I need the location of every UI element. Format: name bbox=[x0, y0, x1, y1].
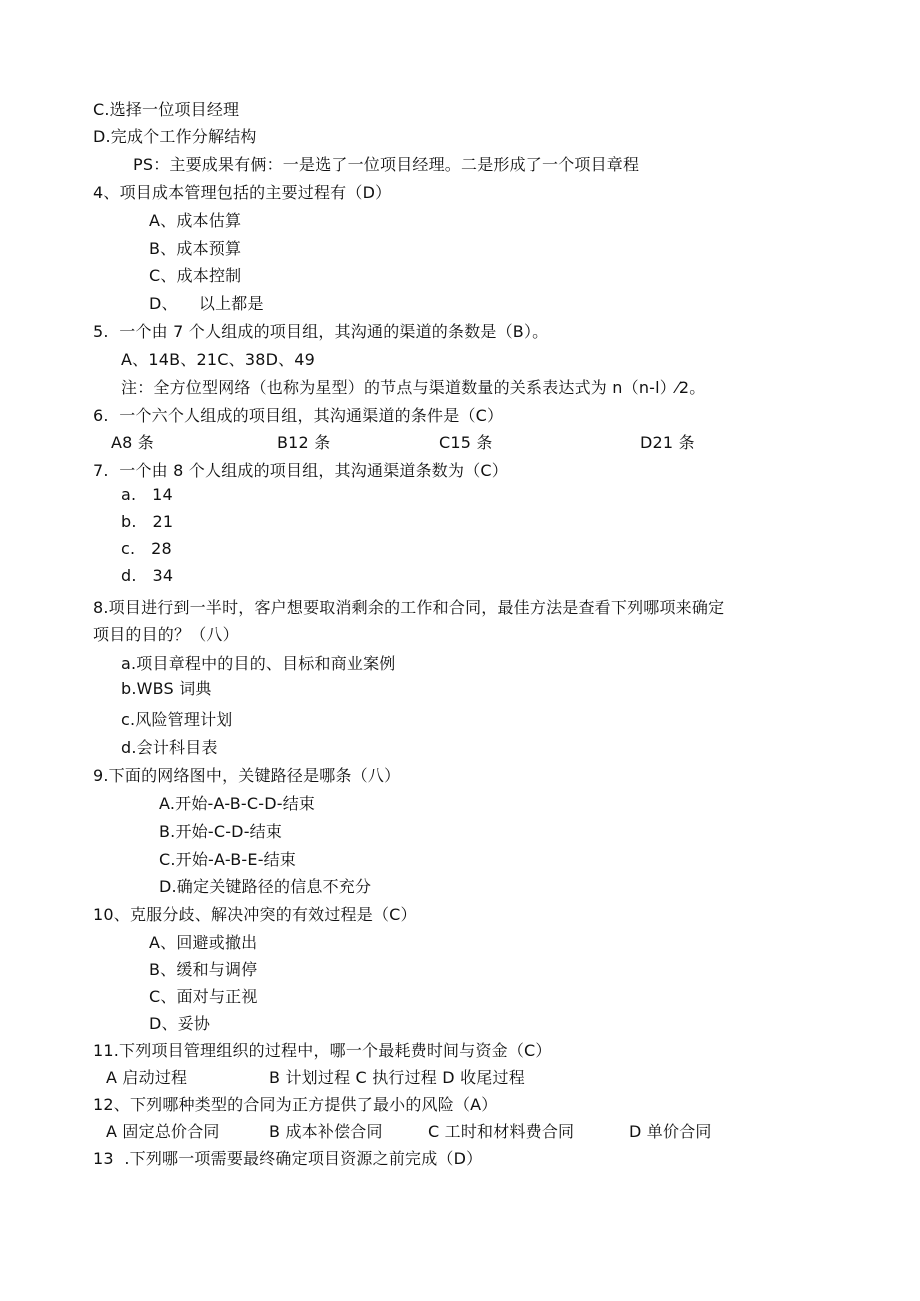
question-4: 4、项目成本管理包括的主要过程有（D） bbox=[93, 183, 392, 202]
q12-option-c: C 工时和材料费合同 bbox=[428, 1122, 575, 1141]
option-d-line: D.完成个工作分解结构 bbox=[93, 127, 257, 146]
q4-option-d: D、 以上都是 bbox=[149, 294, 264, 313]
q7-option-b: b. 21 bbox=[121, 512, 174, 531]
q10-option-c: C、面对与正视 bbox=[149, 987, 258, 1006]
q9-option-b: B.开始-C-D-结束 bbox=[159, 822, 283, 841]
q12-option-d: D 单价合同 bbox=[629, 1122, 712, 1141]
q9-option-a: A.开始-A-B-C-D-结束 bbox=[159, 794, 316, 813]
question-8: 8.项目进行到一半时，客户想要取消剩余的工作和合同，最佳方法是查看下列哪项来确定 bbox=[93, 598, 725, 617]
question-10: 10、克服分歧、解决冲突的有效过程是（C） bbox=[93, 905, 417, 924]
q6-option-a: A8 条 bbox=[111, 433, 155, 452]
ps-note: PS：主要成果有俩：一是选了一位项目经理。二是形成了一个项目章程 bbox=[133, 155, 640, 174]
question-6: 6. 一个六个人组成的项目组，其沟通渠道的条件是（C） bbox=[93, 406, 504, 425]
q10-option-a: A、回避或撤出 bbox=[149, 933, 258, 952]
q9-option-d: D.确定关键路径的信息不充分 bbox=[159, 877, 372, 896]
q10-option-b: B、缓和与调停 bbox=[149, 960, 258, 979]
q7-option-a: a. 14 bbox=[121, 485, 173, 504]
q7-option-c: c. 28 bbox=[121, 539, 172, 558]
q4-option-a: A、成本估算 bbox=[149, 211, 242, 230]
q4-option-b: B、成本预算 bbox=[149, 239, 242, 258]
option-c-line: C.选择一位项目经理 bbox=[93, 100, 240, 119]
question-13: 13 .下列哪一项需要最终确定项目资源之前完成（D） bbox=[93, 1149, 483, 1168]
question-7: 7. 一个由 8 个人组成的项目组，其沟通渠道条数为（C） bbox=[93, 461, 508, 480]
q8-option-d: d.会计科目表 bbox=[121, 738, 218, 757]
q7-option-d: d. 34 bbox=[121, 566, 174, 585]
q9-option-c: C.开始-A-B-E-结束 bbox=[159, 850, 297, 869]
q6-option-b: B12 条 bbox=[277, 433, 331, 452]
q11-options-bcd: B 计划过程 C 执行过程 D 收尾过程 bbox=[269, 1068, 525, 1087]
q6-option-c: C15 条 bbox=[439, 433, 493, 452]
question-12: 12、下列哪种类型的合同为正方提供了最小的风险（A） bbox=[93, 1095, 498, 1114]
q11-option-a: A 启动过程 bbox=[106, 1068, 188, 1087]
q12-option-b: B 成本补偿合同 bbox=[269, 1122, 383, 1141]
q5-note: 注：全方位型网络（也称为星型）的节点与渠道数量的关系表达式为 n（n-l）⁄2。 bbox=[121, 378, 706, 397]
q8-option-c: c.风险管理计划 bbox=[121, 710, 233, 729]
q4-option-c: C、成本控制 bbox=[149, 266, 242, 285]
question-8-cont: 项目的目的？（八） bbox=[93, 625, 239, 644]
q8-option-a: a.项目章程中的目的、目标和商业案例 bbox=[121, 654, 396, 673]
q10-option-d: D、妥协 bbox=[149, 1014, 211, 1033]
q12-option-a: A 固定总价合同 bbox=[106, 1122, 220, 1141]
q5-options: A、14B、21C、38D、49 bbox=[121, 350, 316, 369]
question-5: 5. 一个由 7 个人组成的项目组，其沟通的渠道的条数是（B）。 bbox=[93, 322, 549, 341]
question-11: 11.下列项目管理组织的过程中，哪一个最耗费时间与资金（C） bbox=[93, 1041, 552, 1060]
question-9: 9.下面的网络图中，关键路径是哪条（八） bbox=[93, 766, 401, 785]
q8-option-b: b.WBS 词典 bbox=[121, 679, 212, 698]
q6-option-d: D21 条 bbox=[640, 433, 695, 452]
